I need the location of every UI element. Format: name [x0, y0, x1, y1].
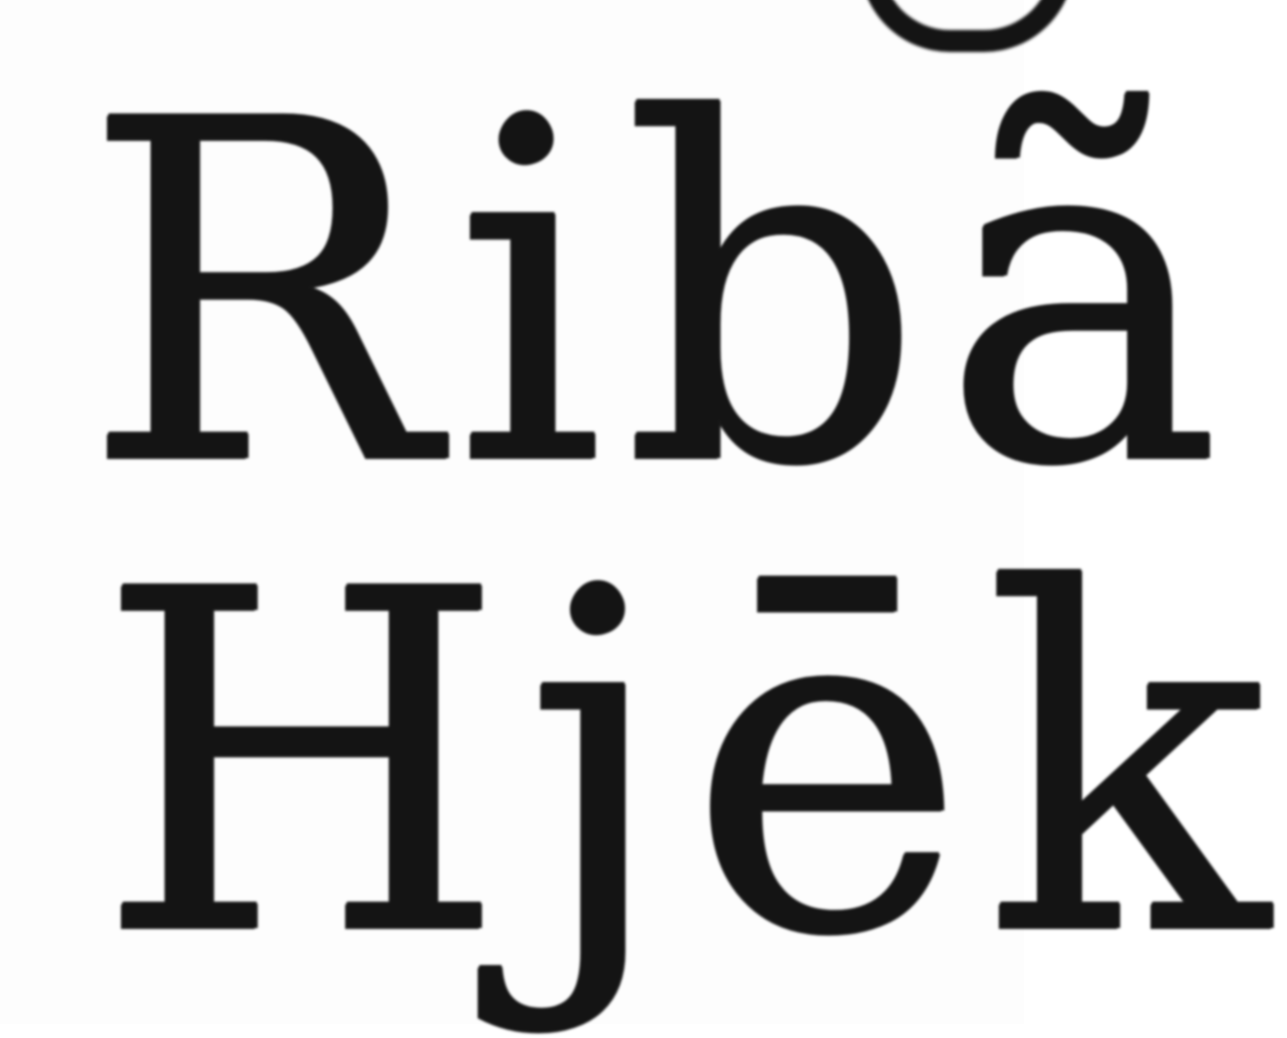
- text-line-1: Ribã: [82, 21, 1240, 568]
- text-line-2: Hjēk: [96, 491, 1287, 1038]
